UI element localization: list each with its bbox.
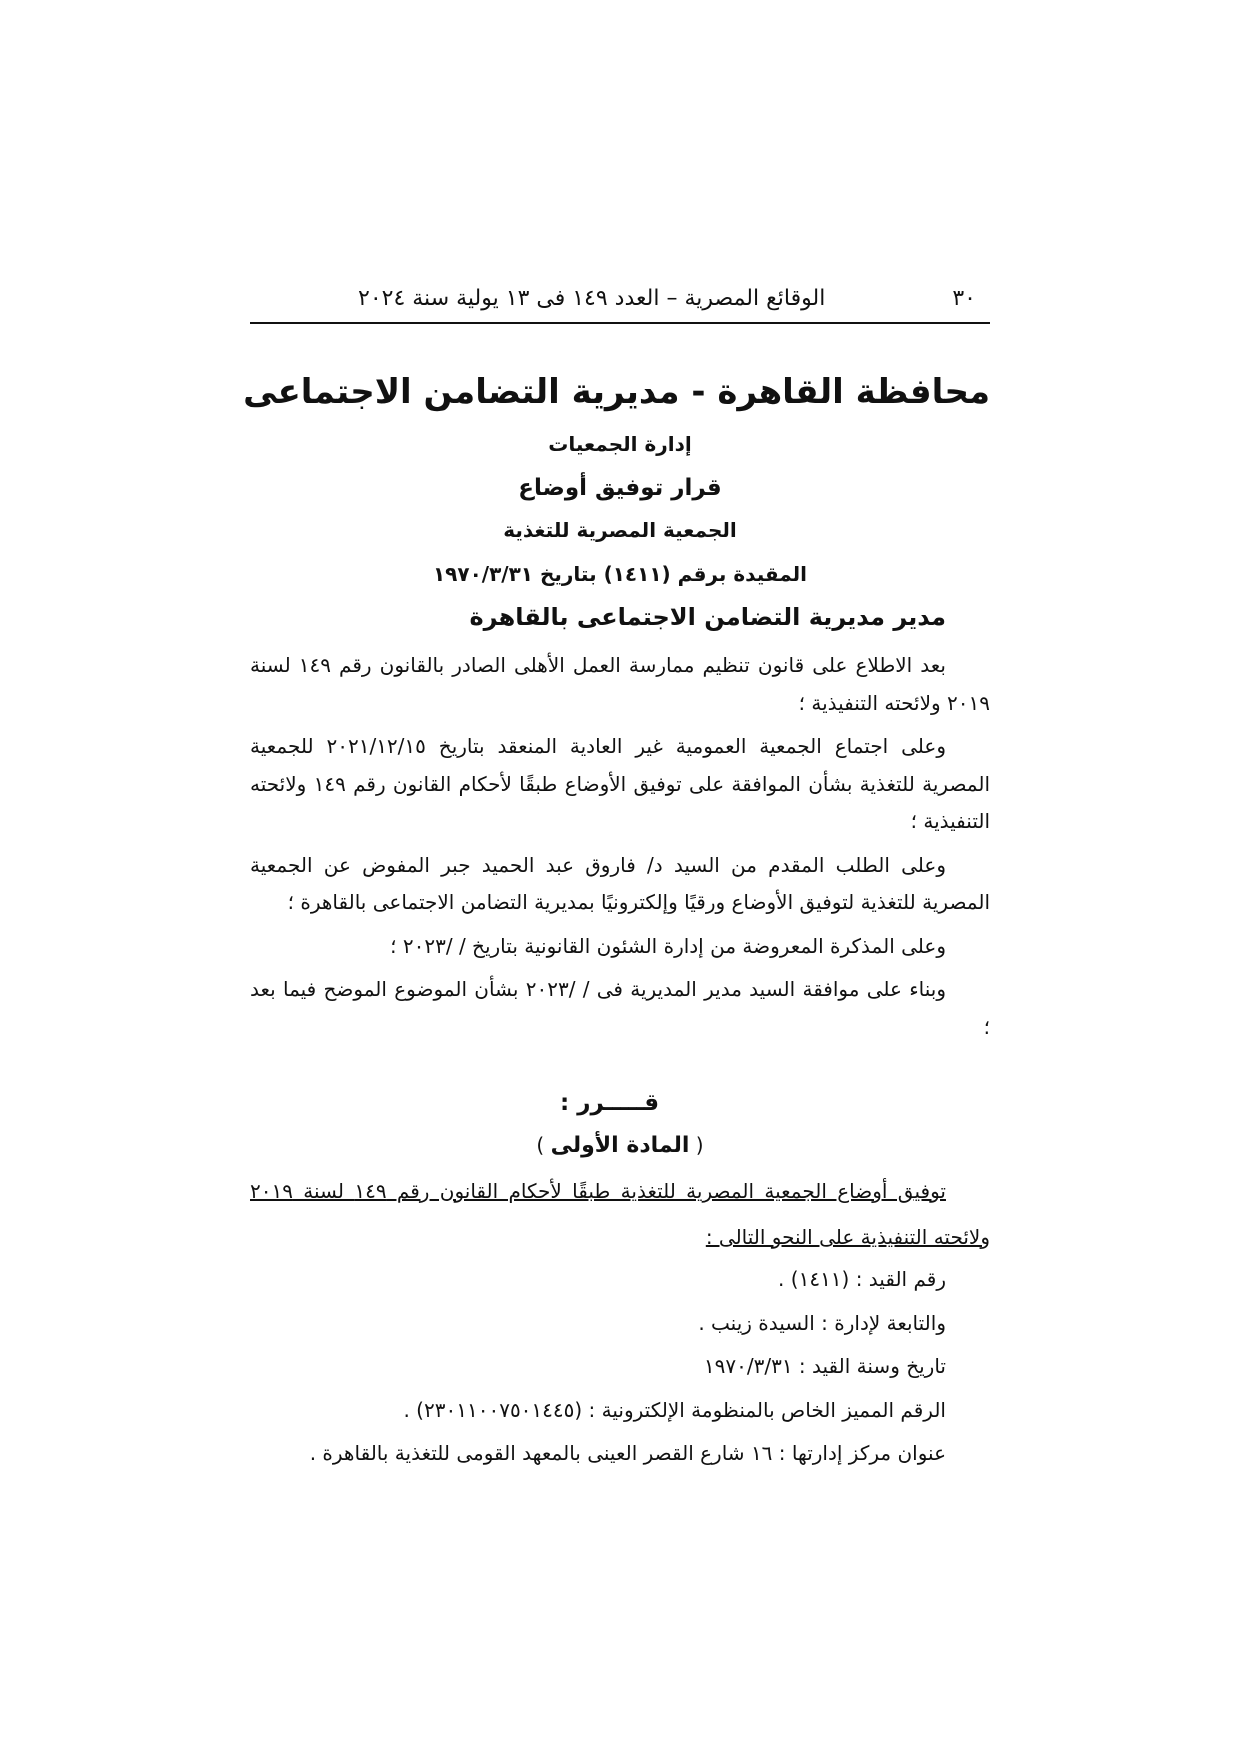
preamble-paragraph: وعلى الطلب المقدم من السيد د/ فاروق عبد الحميد جبر المفوض عن الجمعية المصرية للتغذية لتوفيق الأوضاع ورقيًا وإلكترونيًا بمديرية التضامن الاجتماعى بالقاهرة ؛	[250, 852, 990, 914]
association-facts	[250, 1258, 946, 1476]
decides-label: قـــــرر :	[560, 1090, 660, 1116]
publication-line: الوقائع المصرية – العدد ١٤٩ فى ١٣ يولية سنة ٢٠٢٤	[358, 286, 826, 311]
article-label: المادة الأولى	[550, 1133, 690, 1158]
registration-line: المقيدة برقم (١٤١١) بتاريخ ١٩٧٠/٣/٣١	[432, 562, 808, 586]
fact-row: الرقم المميز الخاص بالمنظومة الإلكترونية : (٢٣٠١١٠٠٧٥٠١٤٤٥) .	[403, 1397, 946, 1422]
director-heading: مدير مديرية التضامن الاجتماعى بالقاهرة	[469, 603, 946, 631]
article-open-paren: (	[695, 1133, 704, 1157]
preamble-paragraph: وبناء على موافقة السيد مدير المديرية فى / /٢٠٢٣ بشأن الموضوع الموضح فيما بعد ؛	[250, 977, 990, 1039]
decision-type-heading: قرار توفيق أوضاع	[518, 475, 722, 501]
article-heading	[250, 1133, 990, 1158]
article-paragraph: توفيق أوضاع الجمعية المصرية للتغذية طبقًا لأحكام القانون رقم ١٤٩ لسنة ٢٠١٩ ولائحته التنفيذية على النحو التالى :	[250, 1179, 990, 1249]
article-close-paren: )	[536, 1133, 545, 1157]
page-title: محافظة القاهرة - مديرية التضامن الاجتماعى	[243, 372, 990, 412]
fact-row: تاريخ وسنة القيد : ١٩٧٠/٣/٣١	[703, 1354, 946, 1378]
preamble-paragraph: وعلى اجتماع الجمعية العمومية غير العادية المنعقد بتاريخ ٢٠٢١/١٢/١٥ للجمعية المصرية للتغذية بشأن الموافقة على توفيق الأوضاع طبقًا لأحكام القانون رقم ١٤٩ ولائحته التنفيذية ؛	[250, 734, 991, 833]
article-text	[250, 1168, 990, 1260]
preamble	[250, 647, 990, 1046]
page-number: ٣٠	[952, 286, 976, 311]
association-name: الجمعية المصرية للتغذية	[503, 518, 737, 542]
fact-row: رقم القيد : (١٤١١) .	[778, 1267, 946, 1291]
department-heading: إدارة الجمعيات	[548, 432, 692, 456]
page-header	[250, 286, 990, 324]
preamble-paragraph: وعلى المذكرة المعروضة من إدارة الشئون القانونية بتاريخ / /٢٠٢٣ ؛	[390, 933, 946, 958]
preamble-paragraph: بعد الاطلاع على قانون تنظيم ممارسة العمل الأهلى الصادر بالقانون رقم ١٤٩ لسنة ٢٠١٩ ولائحته التنفيذية ؛	[250, 653, 990, 715]
fact-row: والتابعة لإدارة : السيدة زينب .	[698, 1310, 946, 1335]
fact-row: عنوان مركز إدارتها : ١٦ شارع القصر العينى بالمعهد القومى للتغذية بالقاهرة .	[309, 1441, 946, 1465]
